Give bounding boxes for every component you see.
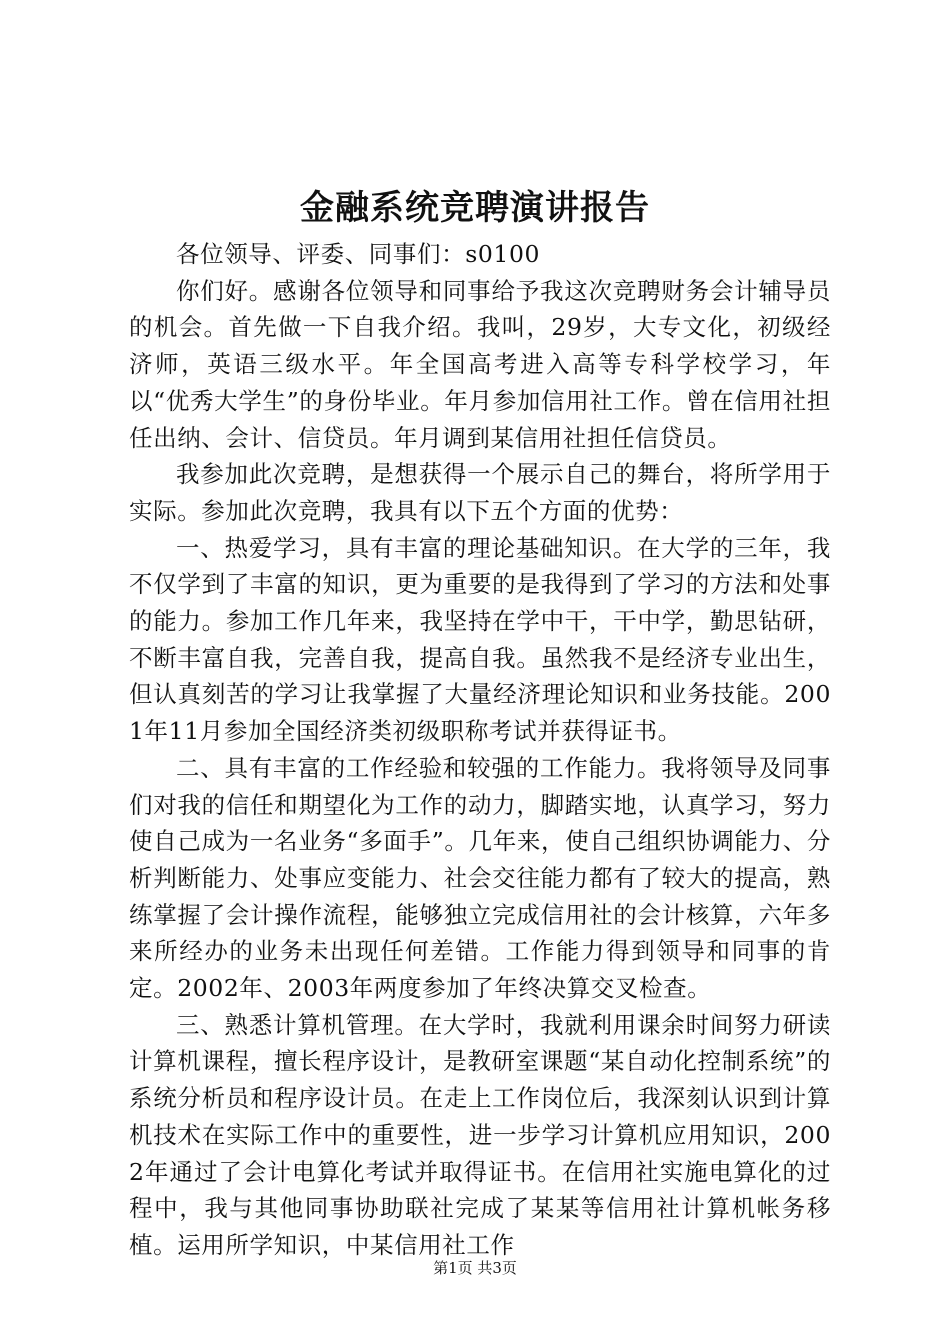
motivation-paragraph: 我参加此次竞聘，是想获得一个展示自己的舞台，将所学用于实际。参加此次竞聘，我具有以下五个方面的优势： [129, 460, 831, 525]
page-footer: 第1页 共3页 [433, 1259, 517, 1277]
advantage-two-paragraph: 二、具有丰富的工作经验和较强的工作能力。我将领导及同事们对我的信任和期望化为工作的动力，脚踏实地，认真学习，努力使自己成为一名业务“多面手”。几年来，使自己组织协调能力、分析判断能力、处事应变能力、社会交往能力都有了较大的提高，熟练掌握了会计操作流程，能够独立完成信用社的会计核算，六年多来所经办的业务未出现任何差错。工作能力得到领导和同事的肯定。2002年、2003年两度参加了年终决算交叉检查。 [129, 753, 831, 1003]
advantage-one-paragraph: 一、热爱学习，具有丰富的理论基础知识。在大学的三年，我不仅学到了丰富的知识，更为重要的是我得到了学习的方法和处事的能力。参加工作几年来，我坚持在学中干，干中学，勤思钻研，不断丰富自我，完善自我，提高自我。虽然我不是经济专业出生，但认真刻苦的学习让我掌握了大量经济理论知识和业务技能。2001年11月参加全国经济类初级职称考试并获得证书。 [129, 533, 831, 746]
greeting-paragraph: 各位领导、评委、同事们：s0100 [176, 240, 541, 268]
document-title: 金融系统竞聘演讲报告 [300, 188, 650, 228]
self-introduction-paragraph: 你们好。感谢各位领导和同事给予我这次竞聘财务会计辅导员的机会。首先做一下自我介绍。我叫，29岁，大专文化，初级经济师，英语三级水平。年全国高考进入高等专科学校学习，年以“优秀大学生”的身份毕业。年月参加信用社工作。曾在信用社担任出纳、会计、信贷员。年月调到某信用社担任信贷员。 [129, 276, 831, 452]
advantage-three-paragraph: 三、熟悉计算机管理。在大学时，我就利用课余时间努力研读计算机课程，擅长程序设计，是教研室课题“某自动化控制系统”的系统分析员和程序设计员。在走上工作岗位后，我深刻认识到计算机技术在实际工作中的重要性，进一步学习计算机应用知识，2002年通过了会计电算化考试并取得证书。在信用社实施电算化的过程中，我与其他同事协助联社完成了某某等信用社计算机帐务移植。运用所学知识，中某信用社工作 [129, 1010, 831, 1259]
document-body [129, 236, 831, 1264]
